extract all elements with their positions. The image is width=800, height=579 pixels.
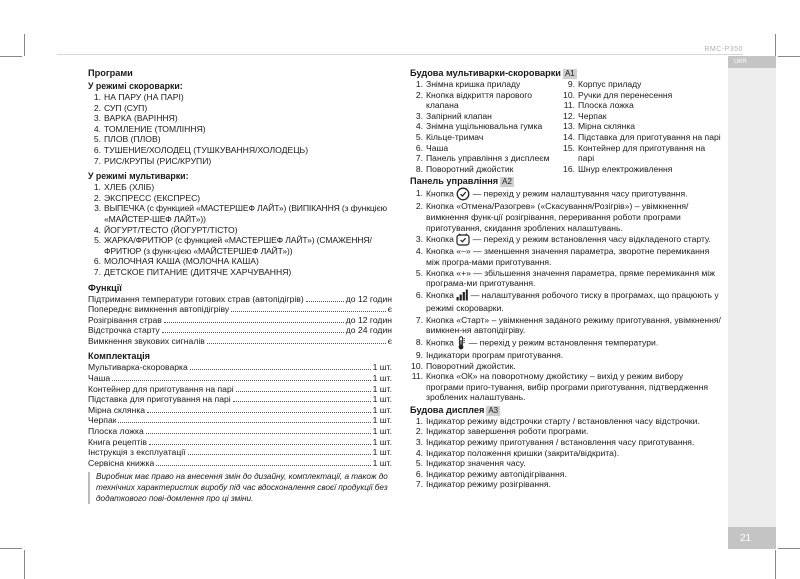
function-row: Попереднє вимкнення автопідігріву є xyxy=(88,304,392,315)
crop-mark xyxy=(778,548,800,549)
list-item: 8. Кнопка — перехід у режим встановлення температури. xyxy=(410,336,722,350)
kit-row: Плоска ложка 1 шт. xyxy=(88,426,392,437)
page-number-band xyxy=(728,527,776,549)
list-item: 10. Ручки для перенесення xyxy=(563,89,673,100)
list-item: 7. Індикатор режиму розігрівання. xyxy=(415,479,551,490)
list-item: 5. ЖАРКА/ФРИТЮР (с функцией «МАСТЕРШЕФ ЛАЙТ») (СМАЖЕННЯ/ФРИТЮР (з функ-цією «МАЙСТЕРШЕФ ЛАЙТ»)) xyxy=(94,235,372,256)
list-item: 11. Кнопка «ОК» на поворотному джойстику – вихід у режим вибору програми приго-тування, вибір програми приготування, підтвердження зроблених налаштувань. xyxy=(411,371,708,403)
list-item: 6. ТУШЕНИЕ/ХОЛОДЕЦ (ТУШКУВАННЯ/ХОЛОДЕЦЬ) xyxy=(93,144,309,155)
functions-title: Функції xyxy=(88,282,122,293)
list-item: 2. СУП (СУП) xyxy=(93,102,148,113)
list-item: 4. Кнопка «–» — зменшення значення параметра, зворотне перемикання між програ-мами приготування. xyxy=(415,246,710,267)
function-row: Підтримання температури готових страв (автопідігрів) до 12 годин xyxy=(88,293,392,304)
list-item: 7. Кнопка «Старт» – увімкнення заданого режиму приготування, увімкнення/вимкнен-ня автопідігріву. xyxy=(415,314,721,336)
structure-title: Будова мультиварки-скороварки A1 xyxy=(410,68,575,78)
header-rule xyxy=(57,54,743,55)
list-item: 3. ВЫПЕЧКА (с функцией «МАСТЕРШЕФ ЛАЙТ») (ВИПІКАННЯ (з функцією «МАЙСТЕР-ШЕФ ЛАЙТ»)) xyxy=(94,203,387,224)
list-item: 1. Знімна кришка приладу xyxy=(415,79,521,89)
language-tab: UKR xyxy=(728,56,776,68)
list-item: 3. Індикатор режиму приготування / встановлення часу приготування. xyxy=(415,437,695,448)
list-item: 1. Кнопка — перехід у режим налаштування часу приготування. xyxy=(410,187,722,201)
crop-mark xyxy=(775,34,776,56)
clock-icon xyxy=(456,187,470,201)
list-item: 10. Поворотний джойстик. xyxy=(411,360,516,371)
figure-badge: A1 xyxy=(564,69,575,78)
structure-list xyxy=(410,79,722,174)
list-item: 13. Мірна склянка xyxy=(563,121,636,132)
figure-badge: A2 xyxy=(502,177,512,187)
panel-list xyxy=(410,187,722,403)
function-row: Вимкнення звукових сигналів є xyxy=(88,335,392,346)
list-item: 11. Плоска ложка xyxy=(563,100,634,111)
left-column xyxy=(88,68,392,504)
kit-row: Сервісна книжка 1 шт. xyxy=(88,457,392,468)
pressure-bars-icon xyxy=(456,289,468,301)
delayed-start-icon xyxy=(456,233,470,246)
list-item: 7. ДЕТСКОЕ ПИТАНИЕ (ДИТЯЧЕ ХАРЧУВАННЯ) xyxy=(93,266,292,277)
crop-mark xyxy=(778,56,800,57)
crop-mark xyxy=(24,34,25,56)
kit-row: Чаша 1 шт. xyxy=(88,373,392,384)
display-title: Будова дисплея A3 xyxy=(410,404,499,415)
right-column xyxy=(410,68,722,490)
programs-title: Програми xyxy=(88,68,133,78)
multi-mode-list xyxy=(88,182,392,277)
side-band xyxy=(728,68,776,527)
kit-list xyxy=(88,362,392,468)
list-item: 2. ЭКСПРЕСС (ЕКСПРЕС) xyxy=(93,192,201,203)
list-item: 16. Шнур електроживлення xyxy=(563,163,673,174)
list-item: 9. Корпус приладу xyxy=(567,79,642,89)
list-item: 15. Контейнер для приготування на парі xyxy=(563,142,706,164)
list-item: 1. НА ПАРУ (НА ПАРІ) xyxy=(93,92,184,102)
list-item: 12. Черпак xyxy=(563,110,607,121)
crop-mark xyxy=(0,548,22,549)
list-item: 3. ВАРКА (ВАРІННЯ) xyxy=(93,113,178,124)
kit-row: Інструкція з експлуатації 1 шт. xyxy=(88,447,392,458)
list-item: 7. РИС/КРУПЫ (РИС/КРУПИ) xyxy=(93,155,212,166)
list-item: 2. Кнопка «Отмена/Разогрев» («Скасування/Розігрів») – увімкнення/вимкнення функ-ції розігрівання, переривання роботи програми приготування, скидання зроблених налаштувань. xyxy=(415,201,689,233)
manufacturer-note: Виробник має право на внесення змін до дизайну, комплектації, а також до технічних характеристик виробу під час вдосконалення своєї продукції без додаткового пові-домлення про ці зміни. xyxy=(88,472,392,504)
list-item: 3. Запірний клапан xyxy=(415,110,492,121)
list-item: 4. ТОМЛЕНИЕ (ТОМЛІННЯ) xyxy=(93,123,206,134)
model-label: RMC-P350 xyxy=(704,46,743,53)
list-item: 4. Знімна ущільнювальна гумка xyxy=(415,121,543,132)
list-item: 6. Чаша xyxy=(415,142,449,153)
list-item: 5. Індикатор значення часу. xyxy=(415,458,526,469)
kit-row: Книга рецептів 1 шт. xyxy=(88,436,392,447)
cooker-mode-list xyxy=(88,92,392,166)
list-item: 2. Кнопка відкриття парового клапана xyxy=(415,89,533,111)
list-item: 9. Індикатори програм приготування. xyxy=(415,349,564,360)
list-item: 3. Кнопка — перехід у режим встановлення часу відкладеного старту. xyxy=(410,233,722,246)
list-item: 4. ЙОГУРТ/ТЕСТО (ЙОГУРТ/ТІСТО) xyxy=(93,224,238,235)
page-number: 21 xyxy=(740,533,752,544)
list-item: 7. Панель управління з дисплеєм xyxy=(415,153,550,164)
list-item: 6. Індикатор режиму автопідігрівання. xyxy=(415,468,567,479)
crop-mark xyxy=(0,56,22,57)
kit-row: Черпак 1 шт. xyxy=(88,415,392,426)
list-item: 5. Кнопка «+» — збільшення значення параметра, пряме перемикання між програма-ми приготування. xyxy=(415,267,715,289)
list-item: 8. Поворотний джойстик xyxy=(415,163,514,174)
kit-title: Комплектація xyxy=(88,351,151,362)
list-item: 5. Кільце-тримач xyxy=(415,131,484,142)
kit-row: Підставка для приготування на парі 1 шт. xyxy=(88,394,392,405)
kit-row: Мірна склянка 1 шт. xyxy=(88,404,392,415)
list-item: 6. МОЛОЧНАЯ КАША (МОЛОЧНА КАША) xyxy=(93,256,259,267)
list-item: 2. Індикатор завершення роботи програми. xyxy=(415,426,589,437)
multi-mode-title: У режимі мультиварки: xyxy=(88,171,189,182)
panel-title: Панель управління A2 xyxy=(410,176,512,187)
list-item: 5. ПЛОВ (ПЛОВ) xyxy=(93,134,161,145)
list-item: 4. Індикатор положення кришки (закрита/відкрита). xyxy=(415,447,620,458)
thermometer-icon xyxy=(456,336,466,350)
functions-list xyxy=(88,294,392,347)
function-row: Відстрочка старту до 24 годин xyxy=(88,325,392,336)
list-item: 6. Кнопка — налаштування робочого тиску в програмах, що працюють у режимі скороварки. xyxy=(415,289,719,313)
kit-row: Мультиварка-скороварка 1 шт. xyxy=(88,362,392,373)
list-item: 1. ХЛЕБ (ХЛІБ) xyxy=(93,182,155,193)
cooker-mode-title: У режимі скороварки: xyxy=(88,81,183,91)
list-item: 14. Підставка для приготування на парі xyxy=(563,131,721,142)
figure-badge: A3 xyxy=(488,405,499,415)
kit-row: Контейнер для приготування на парі 1 шт. xyxy=(88,383,392,394)
list-item: 1. Індикатор режиму відстрочки старту / встановлення часу відстрочки. xyxy=(415,415,700,426)
display-list xyxy=(410,416,722,490)
crop-mark xyxy=(24,550,25,579)
function-row: Розігрівання страв до 12 годин xyxy=(88,314,392,325)
crop-mark xyxy=(775,550,776,579)
